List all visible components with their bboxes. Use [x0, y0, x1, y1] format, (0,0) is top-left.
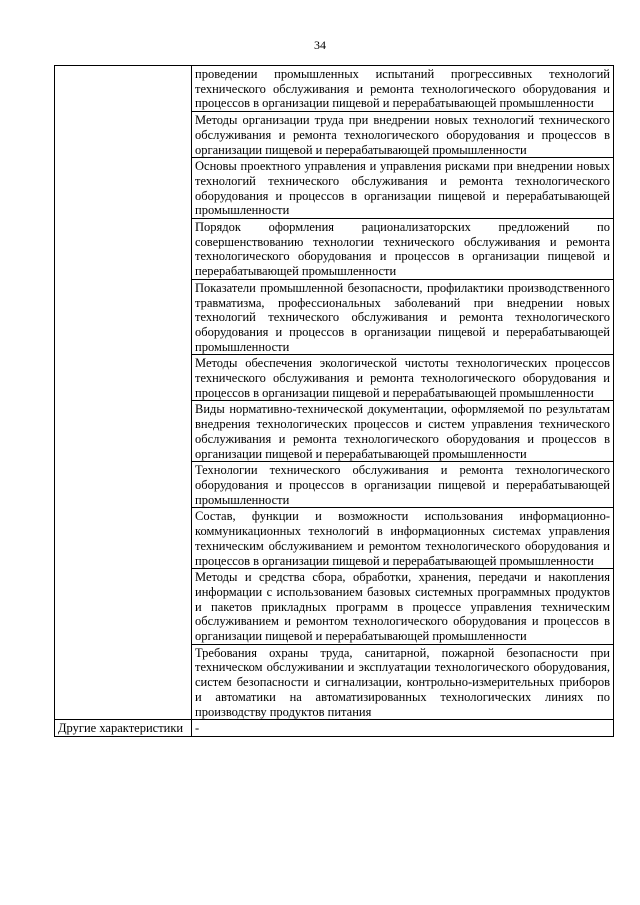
table-row: [55, 720, 614, 737]
knowledge-item: Основы проектного управления и управления рисками при внедрении новых технологий технического обслуживания и ремонта технологического оборудования и процессов в организации пищевой и перерабатывающей промышленности: [192, 158, 614, 219]
knowledge-item: Состав, функции и возможности использования информационно-коммуникационных технологий в информационных системах управления техническим обслуживанием и ремонтом технологического оборудования и процессов в организации пищевой и перерабатывающей промышленности: [192, 508, 614, 569]
knowledge-item: Методы организации труда при внедрении новых технологий технического обслуживания и ремонта технологического оборудования и процессов в организации пищевой и перерабатывающей промышленности: [192, 112, 614, 158]
knowledge-item: Показатели промышленной безопасности, профилактики производственного травматизма, профессиональных заболеваний при внедрении новых технологий технического обслуживания и ремонта технологического оборудования и процессов в организации пищевой и перерабатывающей промышленности: [192, 279, 614, 355]
knowledge-item: Требования охраны труда, санитарной, пожарной безопасности при техническом обслуживании и эксплуатации технологического оборудования, систем безопасности и сигнализации, контрольно-измерительных приборов и автоматики на автоматизированных технологических линиях по производству продуктов питания: [192, 644, 614, 720]
knowledge-item: Методы обеспечения экологической чистоты технологических процессов технического обслуживания и ремонта технологического оборудования и процессов в организации пищевой и перерабатывающей промышленности: [192, 355, 614, 401]
table-row: [55, 66, 614, 112]
other-characteristics-label: Другие характеристики: [55, 720, 192, 737]
knowledge-item: Порядок оформления рационализаторских предложений по совершенствованию технологии технического обслуживания и ремонта технологического оборудования и процессов в организации пищевой и перерабатывающей промышленности: [192, 219, 614, 280]
knowledge-item: Технологии технического обслуживания и ремонта технологического оборудования и процессов в организации пищевой и перерабатывающей промышленности: [192, 462, 614, 508]
empty-label-cell: [55, 66, 192, 720]
knowledge-item: Методы и средства сбора, обработки, хранения, передачи и накопления информации с использованием базовых системных программных продуктов и пакетов прикладных программ в процессе управления техническим обслуживанием и ремонтом технологического оборудования и процессов в организации пищевой и перерабатывающей промышленности: [192, 569, 614, 645]
other-characteristics-value: -: [192, 720, 614, 737]
knowledge-item: Виды нормативно-технической документации, оформляемой по результатам внедрения технологических процессов и систем управления технического обслуживания и ремонта технологического оборудования и процессов в организации пищевой и перерабатывающей промышленности: [192, 401, 614, 462]
knowledge-item: проведении промышленных испытаний прогрессивных технологий технического обслуживания и ремонта технологического оборудования и процессов в организации пищевой и перерабатывающей промышленности: [192, 66, 614, 112]
characteristics-table: [54, 65, 614, 737]
page-number: 34: [314, 38, 326, 52]
